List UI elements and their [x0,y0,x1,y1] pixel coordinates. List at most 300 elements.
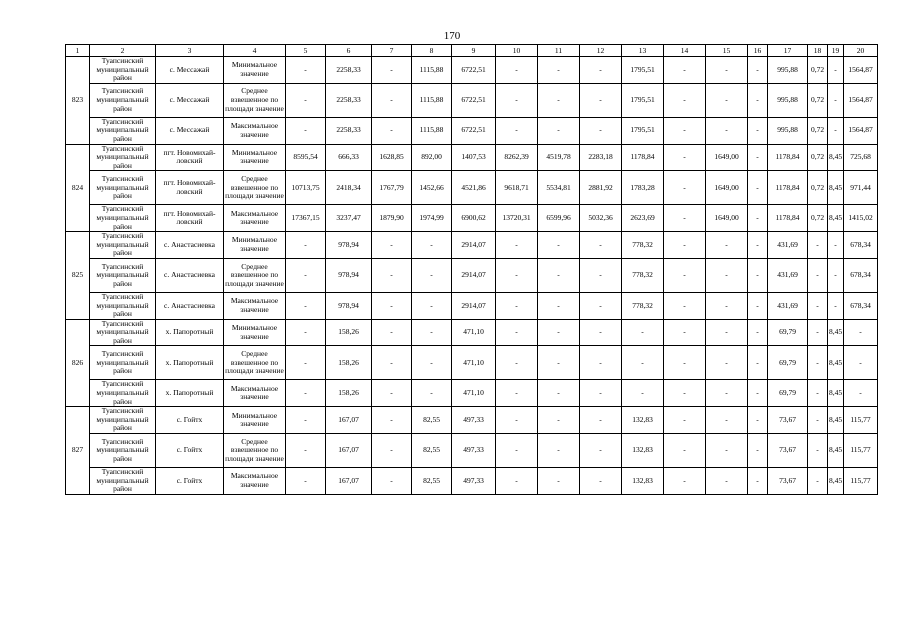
value-cell: 1115,88 [412,117,452,144]
value-cell: 1178,84 [768,205,808,232]
locality-cell: х. Папоротный [156,346,224,380]
table-row [66,346,878,380]
value-kind-cell: Минимальное значение [224,407,286,434]
row-number-cell: 824 [66,144,90,232]
locality-cell: с. Мессажай [156,83,224,117]
value-cell: - [496,346,538,380]
value-cell: 471,10 [452,319,496,346]
value-cell: - [580,57,622,84]
value-cell: 5032,36 [580,205,622,232]
column-header: 14 [664,45,706,57]
table-row [66,171,878,205]
value-cell: - [828,232,844,259]
value-cell: 1879,90 [372,205,412,232]
value-cell: - [808,407,828,434]
value-cell: - [580,380,622,407]
value-cell: - [748,258,768,292]
value-cell: - [748,83,768,117]
value-cell: 158,26 [326,319,372,346]
value-cell: - [664,380,706,407]
value-cell: - [808,346,828,380]
value-cell: 6722,51 [452,57,496,84]
value-cell: 4519,78 [538,144,580,171]
value-kind-cell: Максимальное значение [224,380,286,407]
value-cell: - [412,292,452,319]
locality-cell: пгт. Новомихай-ловский [156,171,224,205]
value-cell: 1564,87 [844,57,878,84]
column-header: 8 [412,45,452,57]
value-cell: - [372,258,412,292]
value-cell: 6900,62 [452,205,496,232]
value-cell: 6599,96 [538,205,580,232]
value-cell: 678,34 [844,258,878,292]
value-cell: 10713,75 [286,171,326,205]
locality-cell: пгт. Новомихай-ловский [156,144,224,171]
value-cell: - [580,468,622,495]
table-row [66,57,878,84]
district-cell: Туапсинский муниципальный район [90,171,156,205]
column-header: 1 [66,45,90,57]
value-cell: 1795,51 [622,57,664,84]
value-cell: - [496,319,538,346]
value-cell: - [808,232,828,259]
column-header: 3 [156,45,224,57]
value-cell: - [706,346,748,380]
value-cell: 132,83 [622,407,664,434]
value-cell: - [706,468,748,495]
value-cell: - [538,346,580,380]
value-cell: - [580,292,622,319]
value-cell: 8,45 [828,205,844,232]
value-cell: - [372,319,412,346]
table-body [66,57,878,495]
value-cell: - [286,468,326,495]
value-cell: 82,55 [412,468,452,495]
column-header: 2 [90,45,156,57]
value-cell: - [538,468,580,495]
value-cell: - [748,292,768,319]
table-row [66,144,878,171]
value-cell: - [580,346,622,380]
value-cell: - [664,205,706,232]
value-cell: - [664,292,706,319]
value-cell: - [706,232,748,259]
value-cell: - [844,380,878,407]
value-cell: 778,32 [622,258,664,292]
locality-cell: с. Анастасиевка [156,232,224,259]
value-cell: 892,00 [412,144,452,171]
value-cell: 69,79 [768,380,808,407]
value-cell: - [286,319,326,346]
value-cell: 978,94 [326,232,372,259]
value-cell: - [372,117,412,144]
table-row [66,258,878,292]
value-cell: - [496,258,538,292]
row-number-cell: 823 [66,57,90,145]
value-cell: - [580,434,622,468]
value-cell: 1767,79 [372,171,412,205]
value-cell: - [412,232,452,259]
value-cell: 0,72 [808,83,828,117]
value-cell: - [808,468,828,495]
value-cell: - [580,319,622,346]
value-cell: - [706,319,748,346]
district-cell: Туапсинский муниципальный район [90,346,156,380]
value-cell: 2283,18 [580,144,622,171]
district-cell: Туапсинский муниципальный район [90,319,156,346]
value-cell: 666,33 [326,144,372,171]
value-kind-cell: Среднее взвешенное по площади значение [224,258,286,292]
column-header: 12 [580,45,622,57]
value-cell: 1178,84 [768,171,808,205]
locality-cell: с. Гойтх [156,434,224,468]
value-kind-cell: Минимальное значение [224,144,286,171]
value-cell: - [496,380,538,407]
value-cell: - [706,258,748,292]
value-cell: - [580,407,622,434]
column-header: 16 [748,45,768,57]
value-kind-cell: Минимальное значение [224,319,286,346]
value-kind-cell: Минимальное значение [224,57,286,84]
value-cell: 82,55 [412,407,452,434]
value-kind-cell: Среднее взвешенное по площади значение [224,171,286,205]
district-cell: Туапсинский муниципальный район [90,117,156,144]
value-cell: 1649,00 [706,144,748,171]
value-cell: 0,72 [808,144,828,171]
value-cell: - [664,117,706,144]
value-kind-cell: Максимальное значение [224,205,286,232]
value-cell: 9618,71 [496,171,538,205]
value-cell: - [286,232,326,259]
value-cell: - [664,434,706,468]
value-cell: 971,44 [844,171,878,205]
value-cell: - [372,380,412,407]
table-row [66,407,878,434]
value-cell: - [372,434,412,468]
column-header: 11 [538,45,580,57]
value-cell: - [748,144,768,171]
value-cell: - [412,319,452,346]
value-cell: 2418,34 [326,171,372,205]
page-number: 170 [443,30,461,42]
district-cell: Туапсинский муниципальный район [90,57,156,84]
value-cell: 678,34 [844,232,878,259]
value-cell: 8,45 [828,171,844,205]
locality-cell: с. Мессажай [156,57,224,84]
value-cell: - [664,144,706,171]
value-cell: - [372,407,412,434]
value-cell: - [496,468,538,495]
value-cell: - [808,319,828,346]
value-cell: - [286,407,326,434]
district-cell: Туапсинский муниципальный район [90,205,156,232]
row-number-cell: 826 [66,319,90,407]
value-cell: 8595,54 [286,144,326,171]
value-cell: 158,26 [326,380,372,407]
value-cell: - [412,346,452,380]
value-cell: - [538,380,580,407]
value-cell: - [706,380,748,407]
value-cell: - [808,434,828,468]
value-cell: - [748,380,768,407]
value-cell: 978,94 [326,292,372,319]
value-cell: - [286,292,326,319]
value-cell: 1628,85 [372,144,412,171]
value-cell: - [748,346,768,380]
value-cell: - [496,407,538,434]
value-cell: 13720,31 [496,205,538,232]
value-cell: - [748,205,768,232]
value-cell: - [706,57,748,84]
value-cell: 778,32 [622,292,664,319]
value-cell: 1415,02 [844,205,878,232]
value-cell: - [372,292,412,319]
value-cell: - [538,407,580,434]
column-header: 17 [768,45,808,57]
value-cell: - [748,434,768,468]
value-cell: - [664,468,706,495]
value-cell: 2914,07 [452,292,496,319]
value-cell: 132,83 [622,434,664,468]
value-cell: 2914,07 [452,232,496,259]
value-cell: - [844,319,878,346]
value-cell: 778,32 [622,232,664,259]
value-cell: 17367,15 [286,205,326,232]
locality-cell: с. Анастасиевка [156,292,224,319]
value-cell: 1178,84 [622,144,664,171]
value-cell: - [372,346,412,380]
value-cell: - [496,57,538,84]
value-cell: 678,34 [844,292,878,319]
value-cell: 2623,69 [622,205,664,232]
value-cell: 8,45 [828,407,844,434]
district-cell: Туапсинский муниципальный район [90,434,156,468]
value-cell: 1115,88 [412,83,452,117]
column-header: 13 [622,45,664,57]
value-cell: 0,72 [808,205,828,232]
value-cell: - [286,57,326,84]
value-cell: - [372,83,412,117]
value-cell: - [828,258,844,292]
value-cell: - [808,380,828,407]
value-cell: - [828,292,844,319]
locality-cell: с. Мессажай [156,117,224,144]
value-cell: - [496,83,538,117]
value-kind-cell: Среднее взвешенное по площади значение [224,434,286,468]
table-row [66,205,878,232]
value-cell: - [706,83,748,117]
locality-cell: с. Гойтх [156,468,224,495]
value-cell: 431,69 [768,292,808,319]
district-cell: Туапсинский муниципальный район [90,468,156,495]
value-cell: - [808,258,828,292]
column-header: 20 [844,45,878,57]
table-row [66,468,878,495]
value-cell: 1178,84 [768,144,808,171]
table-row [66,319,878,346]
value-cell: - [706,292,748,319]
column-header: 18 [808,45,828,57]
value-cell: 995,88 [768,57,808,84]
value-cell: 73,67 [768,468,808,495]
value-cell: 1407,53 [452,144,496,171]
value-cell: 167,07 [326,434,372,468]
value-cell: 978,94 [326,258,372,292]
value-cell: - [538,117,580,144]
value-cell: 8,45 [828,468,844,495]
table-row [66,232,878,259]
locality-cell: х. Папоротный [156,380,224,407]
value-kind-cell: Максимальное значение [224,117,286,144]
value-cell: - [412,380,452,407]
value-cell: 69,79 [768,319,808,346]
value-cell: 8,45 [828,346,844,380]
column-header: 6 [326,45,372,57]
value-cell: - [828,117,844,144]
value-cell: 995,88 [768,117,808,144]
value-cell: 8262,39 [496,144,538,171]
value-cell: 1564,87 [844,83,878,117]
value-cell: - [664,83,706,117]
value-cell: - [538,83,580,117]
value-cell: 115,77 [844,434,878,468]
value-cell: - [622,346,664,380]
value-cell: - [286,346,326,380]
value-cell: - [372,468,412,495]
value-cell: - [580,83,622,117]
value-cell: 115,77 [844,468,878,495]
value-cell: 725,68 [844,144,878,171]
value-cell: - [496,434,538,468]
value-cell: 431,69 [768,232,808,259]
value-cell: - [538,258,580,292]
value-cell: 69,79 [768,346,808,380]
value-cell: 497,33 [452,434,496,468]
locality-cell: х. Папоротный [156,319,224,346]
district-cell: Туапсинский муниципальный район [90,407,156,434]
value-cell: 8,45 [828,434,844,468]
value-cell: - [748,171,768,205]
value-cell: - [286,434,326,468]
value-cell: 1974,99 [412,205,452,232]
value-cell: 1795,51 [622,83,664,117]
value-kind-cell: Минимальное значение [224,232,286,259]
value-cell: 6722,51 [452,83,496,117]
district-cell: Туапсинский муниципальный район [90,232,156,259]
value-cell: - [538,57,580,84]
value-cell: - [496,292,538,319]
value-cell: - [664,171,706,205]
value-cell: - [706,117,748,144]
value-cell: - [748,117,768,144]
value-kind-cell: Максимальное значение [224,292,286,319]
value-cell: - [664,232,706,259]
value-cell: - [538,292,580,319]
value-cell: - [664,319,706,346]
table-row [66,83,878,117]
district-cell: Туапсинский муниципальный район [90,292,156,319]
value-kind-cell: Максимальное значение [224,468,286,495]
value-cell: 73,67 [768,407,808,434]
value-cell: 1564,87 [844,117,878,144]
table-row [66,117,878,144]
value-cell: - [748,468,768,495]
value-cell: - [286,380,326,407]
district-cell: Туапсинский муниципальный район [90,144,156,171]
value-cell: - [828,57,844,84]
value-cell: 73,67 [768,434,808,468]
value-cell: - [372,232,412,259]
value-cell: - [412,258,452,292]
value-cell: - [664,258,706,292]
column-header: 7 [372,45,412,57]
value-cell: 158,26 [326,346,372,380]
value-cell: 3237,47 [326,205,372,232]
value-cell: 115,77 [844,407,878,434]
value-cell: - [286,258,326,292]
value-cell: - [372,57,412,84]
value-cell: - [844,346,878,380]
value-kind-cell: Среднее взвешенное по площади значение [224,83,286,117]
data-table [65,44,878,495]
value-cell: 2258,33 [326,117,372,144]
value-cell: 1649,00 [706,171,748,205]
value-cell: 2881,92 [580,171,622,205]
value-cell: 82,55 [412,434,452,468]
value-cell: 0,72 [808,171,828,205]
value-cell: - [664,57,706,84]
column-header: 5 [286,45,326,57]
value-cell: 471,10 [452,380,496,407]
value-cell: 5534,81 [538,171,580,205]
value-cell: 1795,51 [622,117,664,144]
value-cell: - [706,407,748,434]
column-header: 15 [706,45,748,57]
value-cell: 995,88 [768,83,808,117]
value-cell: 0,72 [808,117,828,144]
value-cell: 8,45 [828,144,844,171]
value-cell: - [748,319,768,346]
value-cell: - [706,434,748,468]
table-row [66,434,878,468]
value-cell: - [580,232,622,259]
value-cell: 167,07 [326,407,372,434]
header-row [66,45,878,57]
value-cell: - [286,117,326,144]
row-number-cell: 825 [66,232,90,320]
value-cell: 8,45 [828,380,844,407]
value-cell: - [580,258,622,292]
table-row [66,380,878,407]
value-cell: - [538,232,580,259]
value-cell: - [664,346,706,380]
value-cell: - [664,407,706,434]
value-cell: - [538,434,580,468]
value-cell: 1452,66 [412,171,452,205]
value-cell: 4521,86 [452,171,496,205]
value-cell: - [538,319,580,346]
value-cell: 2914,07 [452,258,496,292]
value-cell: 2258,33 [326,57,372,84]
value-cell: 497,33 [452,407,496,434]
value-cell: 6722,51 [452,117,496,144]
value-cell: - [748,232,768,259]
value-cell: 497,33 [452,468,496,495]
column-header: 10 [496,45,538,57]
value-cell: - [748,57,768,84]
value-cell: - [748,407,768,434]
locality-cell: пгт. Новомихай-ловский [156,205,224,232]
